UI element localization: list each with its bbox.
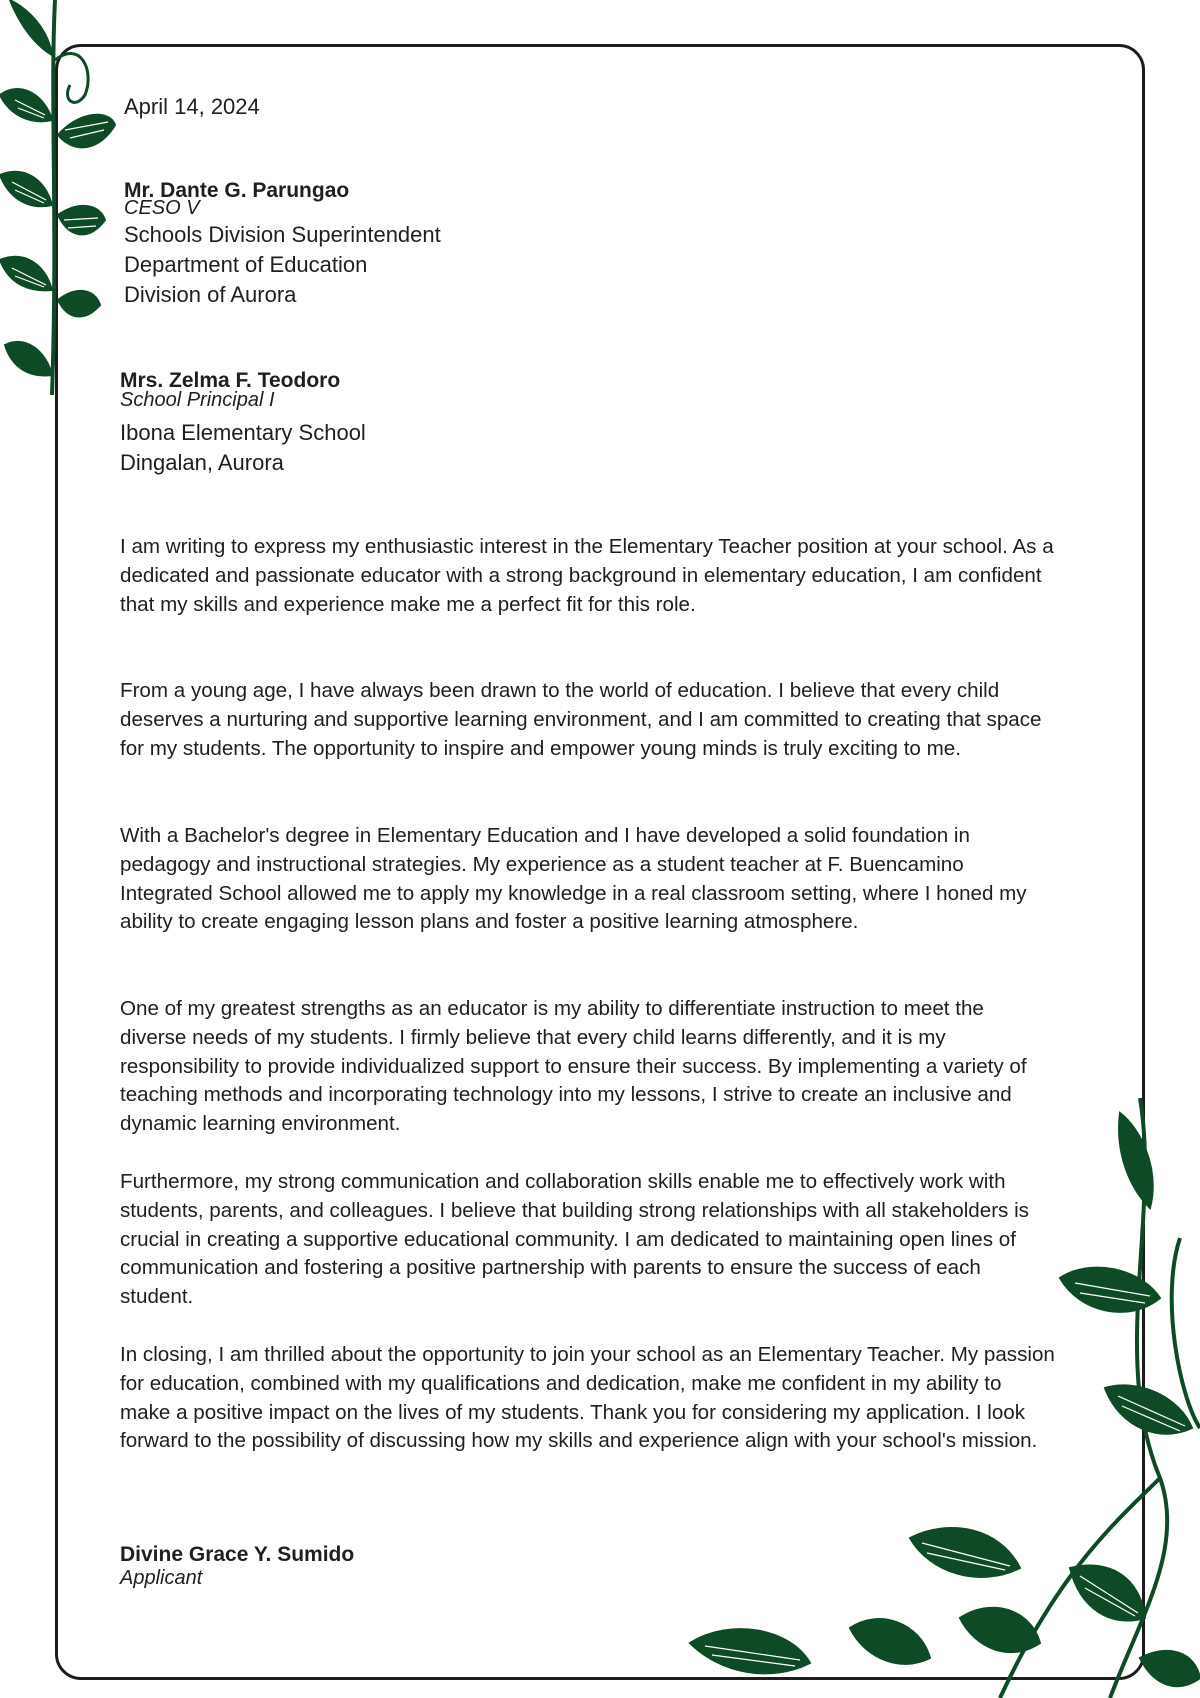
signature-role: Applicant <box>120 1567 203 1589</box>
recipient-name: Mr. Dante G. Parungao <box>124 179 350 202</box>
principal-school: Ibona Elementary School <box>120 420 366 445</box>
recipient-department: Department of Education <box>124 252 368 277</box>
body-paragraph-2: From a young age, I have always been drawn to the world of education. I believe that every child deserves a nurturing and supportive learning environment, and I am committed to creating that space for my students. The opportunity to inspire and empower young minds is truly exciting to me. <box>120 679 1042 760</box>
principal-title: School Principal I <box>120 389 275 411</box>
body-paragraph-6: In closing, I am thrilled about the opportunity to join your school as an Elementary Teacher. My passion for education, combined with my qualifications and dedication, make me confident in my ability to make a positive impact on the lives of my students. Thank you for considering my application. I look forward to the possibility of discussing how my skills and experience align with your school's mission. <box>120 1343 1055 1453</box>
body-paragraph-3: With a Bachelor's degree in Elementary Education and I have developed a solid foundation in pedagogy and instructional strategies. My experience as a student teacher at F. Buencamino Integrated School allowed me to apply my knowledge in a real classroom setting, where I honed my ability to create engaging lesson plans and foster a positive learning atmosphere. <box>120 824 1027 934</box>
body-paragraph-1: I am writing to express my enthusiastic interest in the Elementary Teacher position at your school. As a dedicated and passionate educator with a strong background in elementary education, I am confident that my skills and experience make me a perfect fit for this role. <box>120 535 1054 616</box>
body-paragraph-5: Furthermore, my strong communication and collaboration skills enable me to effectively work with students, parents, and colleagues. I believe that building strong relationships with all stakeholders is crucial in creating a supportive educational community. I am dedicated to maintaining open lines of communication and fostering a positive partnership with parents to ensure the success of each student. <box>120 1170 1029 1309</box>
recipient-title: CESO V <box>124 197 200 219</box>
letter-date: April 14, 2024 <box>124 94 260 119</box>
recipient-position: Schools Division Superintendent <box>124 222 441 247</box>
principal-name: Mrs. Zelma F. Teodoro <box>120 369 341 392</box>
leaf-ornament-top-left <box>0 0 140 400</box>
body-paragraph-4: One of my greatest strengths as an educator is my ability to differentiate instruction to meet the diverse needs of my students. I firmly believe that every child learns differently, and it is my responsibility to provide individualized support to ensure their success. By implementing a variety of teaching methods and incorporating technology into my lessons, I strive to create an inclusive and dynamic learning environment. <box>120 997 1027 1136</box>
principal-location: Dingalan, Aurora <box>120 450 284 475</box>
recipient-division: Division of Aurora <box>124 282 297 307</box>
signature-name: Divine Grace Y. Sumido <box>120 1543 355 1566</box>
